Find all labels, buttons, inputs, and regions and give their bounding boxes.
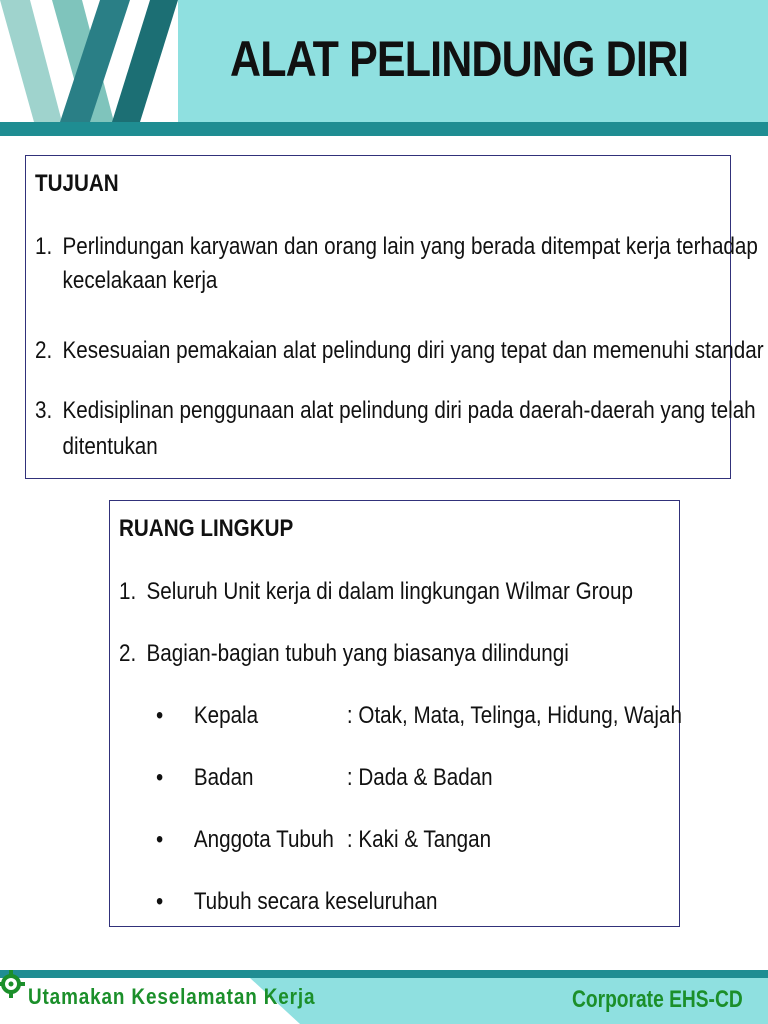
- body-part-value: : Otak, Mata, Telinga, Hidung, Wajah: [346, 702, 682, 729]
- bullet-icon: •: [156, 702, 164, 729]
- tujuan-heading: TUJUAN: [35, 170, 119, 197]
- tujuan-item-number: 1.: [35, 233, 53, 260]
- ruang-lingkup-item-text: Bagian-bagian tubuh yang biasanya dilindungi: [146, 640, 569, 667]
- tujuan-box: [25, 155, 764, 479]
- tujuan-item-text-cont: kecelakaan kerja: [62, 267, 218, 294]
- footer-divider: [0, 970, 768, 978]
- bullet-icon: •: [156, 764, 164, 791]
- gear-icon: [0, 966, 26, 1006]
- ruang-lingkup-item-number: 1.: [119, 578, 137, 605]
- body-part-label: Anggota Tubuh: [193, 826, 334, 853]
- ruang-lingkup-heading: RUANG LINGKUP: [119, 515, 294, 542]
- tujuan-item-number: 3.: [35, 397, 53, 424]
- body-part-label: Badan: [193, 764, 254, 791]
- footer-department: Corporate EHS-CD: [572, 986, 743, 1013]
- tujuan-item-number: 2.: [35, 337, 53, 364]
- body-part-label: Kepala: [193, 702, 259, 729]
- body-part-value: : Dada & Badan: [346, 764, 493, 791]
- body-part-value: : Kaki & Tangan: [346, 826, 492, 853]
- tujuan-item-text: Perlindungan karyawan dan orang lain yang berada ditempat kerja terhadap: [62, 233, 758, 260]
- header: [0, 0, 768, 122]
- header-divider: [0, 122, 768, 136]
- bullet-icon: •: [156, 826, 164, 853]
- tujuan-item-text: Kedisiplinan penggunaan alat pelindung diri pada daerah-daerah yang telah: [62, 397, 756, 424]
- page-title: ALAT PELINDUNG DIRI: [230, 31, 689, 87]
- ruang-lingkup-box: [109, 500, 680, 927]
- tujuan-item-text: Kesesuaian pemakaian alat pelindung diri yang tepat dan memenuhi standar: [62, 337, 764, 364]
- bullet-icon: •: [156, 888, 164, 915]
- footer-motto: Utamakan Keselamatan Kerja: [28, 984, 316, 1009]
- body-part-label: Tubuh secara keseluruhan: [193, 888, 438, 915]
- tujuan-item-text-cont: ditentukan: [62, 433, 158, 460]
- ruang-lingkup-item-number: 2.: [119, 640, 137, 667]
- ruang-lingkup-item-text: Seluruh Unit kerja di dalam lingkungan Wilmar Group: [146, 578, 633, 605]
- wilmar-w-logo-icon: [0, 0, 178, 122]
